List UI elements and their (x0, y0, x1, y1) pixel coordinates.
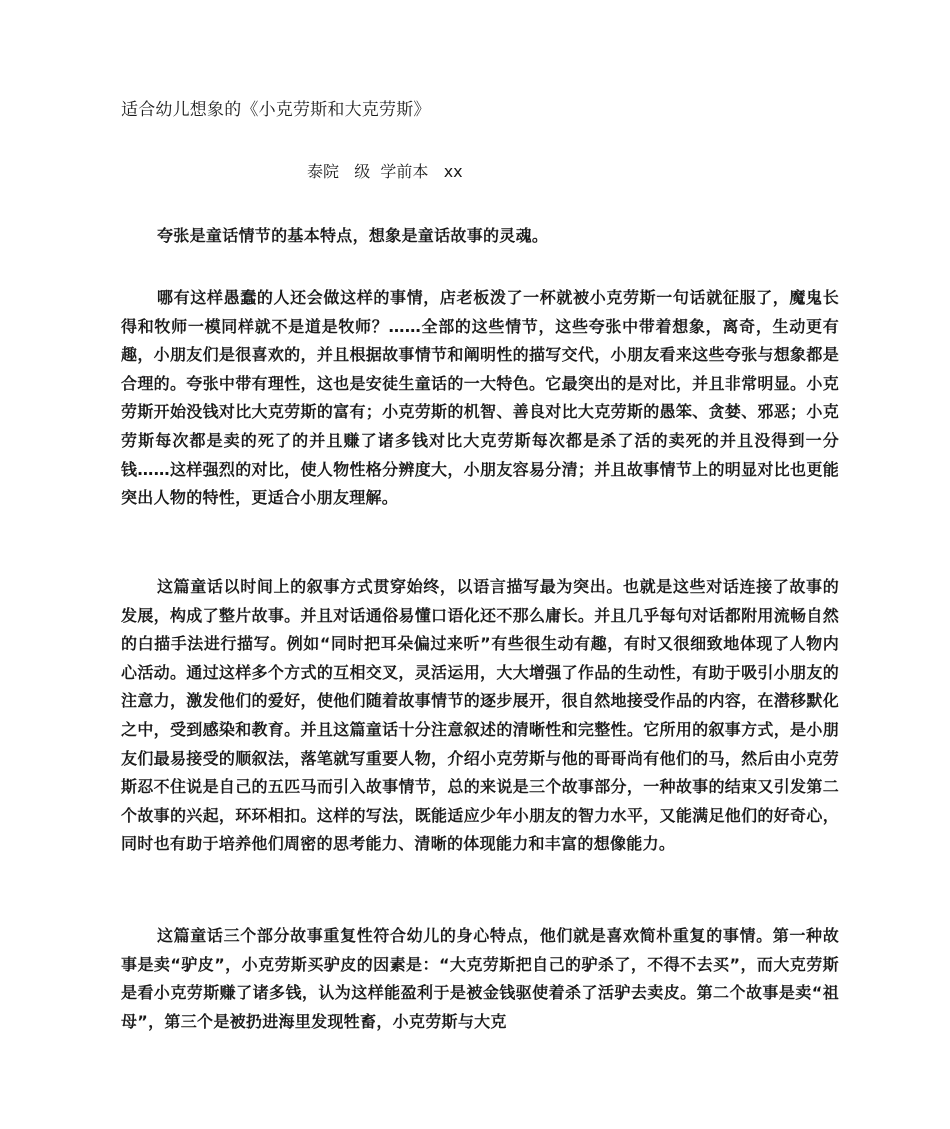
author-byline: 泰院 级 学前本 xx (307, 162, 463, 181)
paragraph-thesis: 夸张是童话情节的基本特点，想象是童话故事的灵魂。 (157, 226, 549, 245)
paragraph-contrast: 哪有这样愚蠢的人还会做这样的事情，店老板泼了一杯就被小克劳斯一句话就征服了，魔鬼长得和牧师一模同样就不是道是牧师？……全部的这些情节，这些夸张中带着想象，离奇，生动更有趣，小朋友们是很喜欢的，并且根据故事情节和阐明性的描写交代，小朋友看来这些夸张与想象都是合理的。夸张中带有理性，这也是安徒生童话的一大特色。它最突出的是对比，并且非常明显。小克劳斯开始没钱对比大克劳斯的富有；小克劳斯的机智、善良对比大克劳斯的愚笨、贪婪、邪恶；小克劳斯每次都是卖的死了的并且赚了诸多钱对比大克劳斯每次都是杀了活的卖死的并且没得到一分钱……这样强烈的对比，使人物性格分辨度大，小朋友容易分清；并且故事情节上的明显对比也更能突出人物的特性，更适合小朋友理解。 (121, 288, 839, 508)
document-title: 适合幼儿想象的《小克劳斯和大克劳斯》 (121, 100, 431, 120)
paragraph-narration: 这篇童话以时间上的叙事方式贯穿始终，以语言描写最为突出。也就是这些对话连接了故事的发展，构成了整片故事。并且对话通俗易懂口语化还不那么庸长。并且几乎每句对话都附用流畅自然的白描手法进行描写。例如“同时把耳朵偏过来听”有些很生动有趣，有时又很细致地体现了人物内心活动。通过这样多个方式的互相交叉，灵活运用，大大增强了作品的生动性，有助于吸引小朋友的注意力，激发他们的爱好，使他们随着故事情节的逐步展开，很自然地接受作品的内容，在潜移默化之中，受到感染和教育。并且这篇童话十分注意叙述的清晰性和完整性。它所用的叙事方式，是小朋友们最易接受的顺叙法，落笔就写重要人物，介绍小克劳斯与他的哥哥尚有他们的马，然后由小克劳斯忍不住说是自己的五匹马而引入故事情节，总的来说是三个故事部分，一种故事的结束又引发第二个故事的兴起，环环相扣。这样的写法，既能适应少年小朋友的智力水平，又能满足他们的好奇心，同时也有助于培养他们周密的思考能力、清晰的体现能力和丰富的想像能力。 (121, 577, 839, 854)
paragraph-repetition: 这篇童话三个部分故事重复性符合幼儿的身心特点，他们就是喜欢简朴重复的事情。第一种故事是卖“驴皮”，小克劳斯买驴皮的因素是：“大克劳斯把自己的驴杀了，不得不去买”，而大克劳斯是看小克劳斯赚了诸多钱，认为这样能盈利于是被金钱驱使着杀了活驴去卖皮。第二个故事是卖“祖母”，第三个是被扔进海里发现牲畜，小克劳斯与大克 (121, 926, 839, 1031)
